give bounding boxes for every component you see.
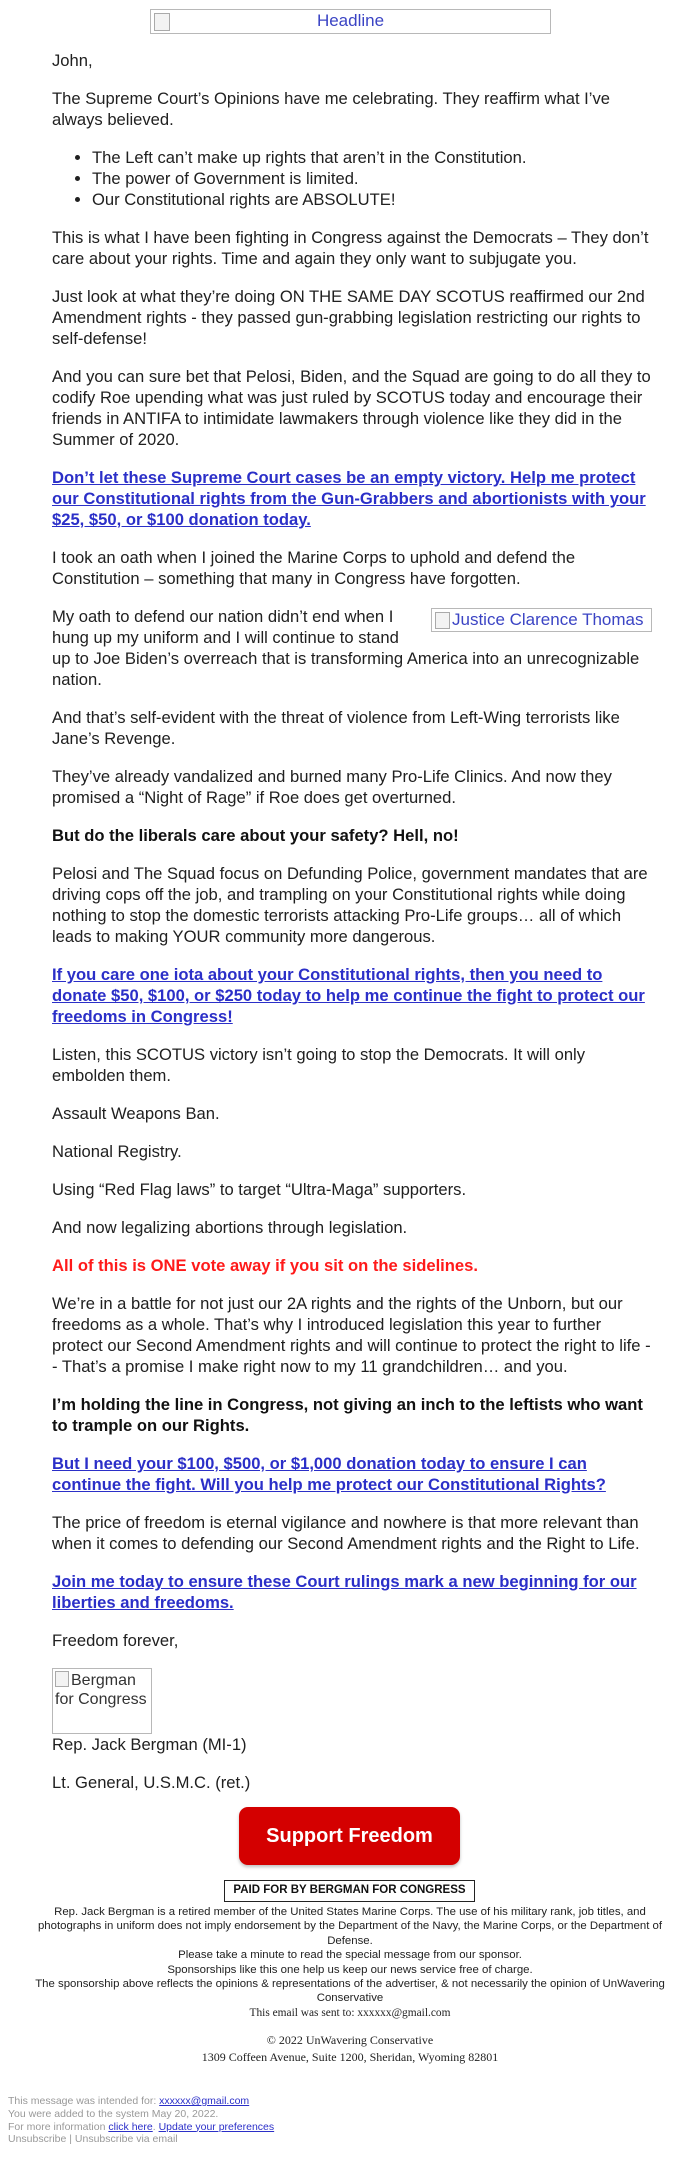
- paragraph: And now legalizing abortions through legislation.: [52, 1218, 408, 1237]
- cta-paragraph: [52, 1453, 652, 1495]
- paragraph: Assault Weapons Ban.: [52, 1104, 220, 1123]
- intended-email-link[interactable]: xxxxxx@gmail.com: [159, 2095, 250, 2107]
- greeting: John,: [52, 51, 93, 70]
- paragraph: National Registry.: [52, 1142, 182, 1161]
- address-line: 1309 Coffeen Avenue, Suite 1200, Sheridan, Wyoming 82801: [201, 2050, 499, 2064]
- paragraph: And that’s self-evident with the threat of violence from Left-Wing terrorists like Jane’s Revenge.: [52, 708, 620, 748]
- broken-image-icon: [55, 1671, 69, 1687]
- disclaimer-line: The sponsorship above reflects the opinions & representations of the advertiser, & not necessarily the opinion of UnWavering Conservative: [35, 1978, 665, 2005]
- click-here-link[interactable]: click here: [108, 2120, 153, 2133]
- signature-image: [52, 1668, 152, 1734]
- disclaimer-line: Sponsorships like this one help us keep our news service free of charge.: [167, 1963, 533, 1976]
- footer: [8, 2095, 688, 2146]
- headline-image: [150, 9, 551, 34]
- bullet-list: [52, 147, 652, 210]
- bold-paragraph: I’m holding the line in Congress, not giving an inch to the leftists who want to trample on our Rights.: [52, 1395, 643, 1435]
- signature-alt-text: Bergman for Congress: [55, 1672, 147, 1708]
- unsubscribe-link[interactable]: Unsubscribe | Unsubscribe via email: [8, 2133, 178, 2146]
- paragraph: The price of freedom is eternal vigilance and nowhere is that more relevant than when it comes to defending our Second Amendment rights and the Right to Life.: [52, 1513, 640, 1553]
- cta-paragraph: [52, 964, 652, 1027]
- paragraph: Listen, this SCOTUS victory isn’t going to stop the Democrats. It will only embolden them.: [52, 1045, 586, 1085]
- list-item: • The power of Government is limited.: [92, 168, 652, 189]
- intended-line: This message was intended for: xxxxxx@gmail.com: [8, 2095, 250, 2107]
- red-warning: All of this is ONE vote away if you sit on the sidelines.: [52, 1256, 478, 1275]
- cta-paragraph: [52, 1571, 652, 1613]
- donate-link-1[interactable]: Don’t let these Supreme Court cases be an empty victory. Help me protect our Constitutional rights from the Gun-Grabbers and abortionists with your $25, $50, or $100 donation today.: [52, 468, 646, 529]
- paragraph: Just look at what they’re doing ON THE SAME DAY SCOTUS reaffirmed our 2nd Amendment rights - they passed gun-grabbing legislation restricting our rights to self-defense!: [52, 287, 645, 348]
- headline-alt-text: Headline: [316, 11, 385, 30]
- support-freedom-button[interactable]: Support Freedom: [239, 1807, 460, 1865]
- broken-image-icon: [154, 13, 170, 31]
- paragraph: And you can sure bet that Pelosi, Biden, and the Squad are going to do all they to codify Roe upending what was just ruled by SCOTUS today and encourage their friends in ANTIFA to intimidate lawmakers through violence like they did in the Summer of 2020.: [52, 367, 651, 449]
- more-info-line: For more information click here. Update your preferences: [8, 2120, 275, 2133]
- bold-paragraph: But do the liberals care about your safety? Hell, no!: [52, 826, 459, 845]
- disclaimer-line: Please take a minute to read the special message from our sponsor.: [178, 1949, 522, 1962]
- cta-paragraph: [52, 467, 652, 530]
- copyright-line: © 2022 UnWavering Conservative: [266, 2033, 434, 2047]
- disclaimer: [28, 1905, 672, 2020]
- paragraph: The Supreme Court’s Opinions have me celebrating. They reaffirm what I’ve always believed.: [52, 89, 611, 129]
- donate-link-3[interactable]: But I need your $100, $500, or $1,000 donation today to ensure I can continue the fight. Will you help me protect our Constitutional Rights?: [52, 1454, 606, 1494]
- paragraph: We’re in a battle for not just our 2A rights and the rights of the Unborn, but our freedoms as a whole. That’s why I introduced legislation this year to further protect our Second Amendment rights and will continue to protect the right to life -- That’s a promise I make right now to my 11 grandchildren… and you.: [52, 1294, 651, 1376]
- sent-to-line: This email was sent to: xxxxxx@gmail.com: [249, 2006, 451, 2019]
- donate-link-2[interactable]: If you care one iota about your Constitutional rights, then you need to donate $50, $100, or $250 today to help me continue the fight to protect our freedoms in Congress!: [52, 965, 645, 1026]
- donate-link-4[interactable]: Join me today to ensure these Court rulings mark a new beginning for our liberties and freedoms.: [52, 1572, 637, 1612]
- paragraph: Pelosi and The Squad focus on Defunding Police, government mandates that are driving cops off the job, and trampling on your Constitutional rights while doing nothing to stop the domestic terrorists attacking Pro-Life groups… all of which leads to making YOUR community more dangerous.: [52, 864, 648, 946]
- paragraph: Using “Red Flag laws” to target “Ultra-Maga” supporters.: [52, 1180, 467, 1199]
- broken-image-icon: [435, 612, 450, 629]
- closing: Freedom forever,: [52, 1631, 179, 1650]
- paragraph: They’ve already vandalized and burned many Pro-Life Clinics. And now they promised a “Night of Rage” if Roe does get overturned.: [52, 767, 612, 807]
- list-item: • Our Constitutional rights are ABSOLUTE!: [92, 189, 652, 210]
- paid-for-box: PAID FOR BY BERGMAN FOR CONGRESS: [224, 1880, 475, 1902]
- clarence-thomas-image: [431, 608, 652, 632]
- signer-name: Rep. Jack Bergman (MI-1): [52, 1735, 247, 1754]
- thomas-alt-text: Justice Clarence Thomas: [452, 610, 644, 629]
- paragraph: This is what I have been fighting in Congress against the Democrats – They don’t care about your rights. Time and again they only want to subjugate you.: [52, 228, 649, 268]
- paragraph: My oath to defend our nation didn’t end when I hung up my uniform and I will continue to stand up to Joe Biden’s overreach that is transforming America into an unrecognizable nation.: [52, 607, 640, 689]
- list-item: • The Left can’t make up rights that aren’t in the Constitution.: [92, 147, 652, 168]
- update-preferences-link[interactable]: Update your preferences: [158, 2120, 275, 2133]
- added-line: You were added to the system May 20, 2022.: [8, 2107, 219, 2120]
- paragraph: I took an oath when I joined the Marine Corps to uphold and defend the Constitution – something that many in Congress have forgotten.: [52, 548, 576, 588]
- copyright: [0, 2032, 700, 2066]
- disclaimer-line: Rep. Jack Bergman is a retired member of the United States Marine Corps. The use of his military rank, job titles, and photographs in uniform does not imply endorsement by the Department of the Navy, the Marine Corps, or the Department of Defense.: [37, 1906, 663, 1947]
- letter-content: [52, 50, 652, 1810]
- signer-title: Lt. General, U.S.M.C. (ret.): [52, 1773, 251, 1792]
